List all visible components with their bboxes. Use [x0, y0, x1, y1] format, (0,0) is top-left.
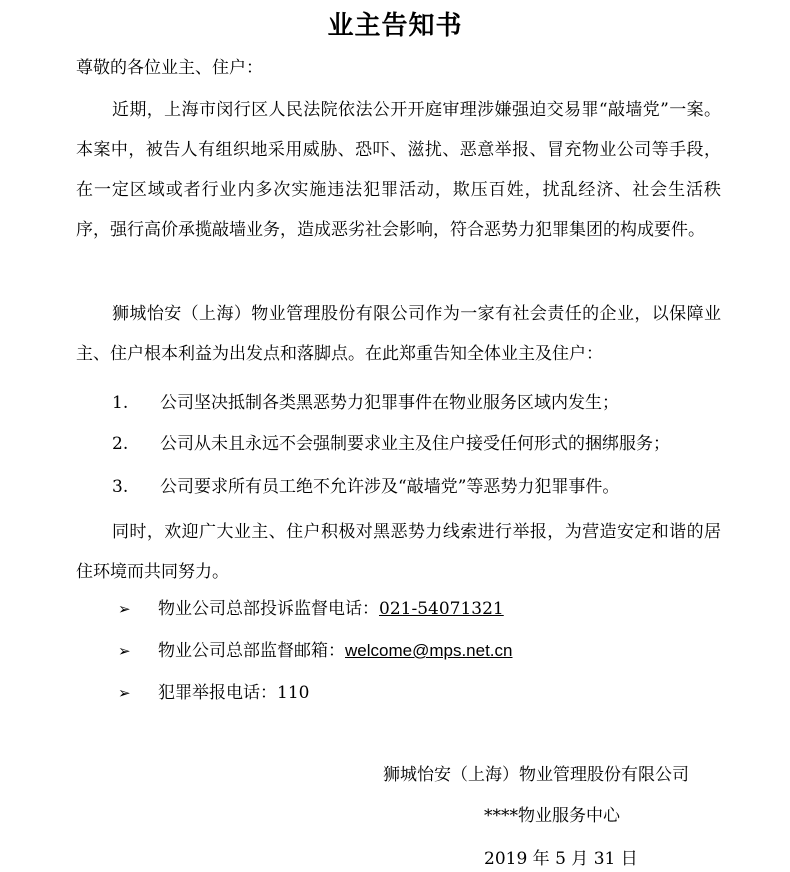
contact-item-email	[118, 641, 513, 661]
commitment-item	[112, 393, 619, 413]
contact-item-complaint-phone	[118, 599, 504, 619]
contact-label: 物业公司总部投诉监督电话：	[158, 599, 379, 619]
arrow-bullet-icon: ➢	[118, 600, 131, 618]
email-link[interactable]: welcome@mps.net.cn	[345, 641, 513, 660]
commitment-item	[112, 477, 619, 497]
contact-label: 犯罪举报电话：	[158, 683, 277, 703]
contact-label: 物业公司总部监督邮箱：	[158, 641, 345, 661]
paragraph-report-appeal: 同时，欢迎广大业主、住户积极对黑恶势力线索进行举报，为营造安定和谐的居住环境而共同努力。	[76, 522, 721, 582]
paragraph-case-description: 近期，上海市闵行区人民法院依法公开开庭审理涉嫌强迫交易罪“敲墙党”一案。本案中，被告人有组织地采用威胁、恐吓、滋扰、恶意举报、冒充物业公司等手段，在一定区域或者行业内多次实施违法犯罪活动，欺压百姓，扰乱经济、社会生活秩序，强行高价承揽敲墙业务，造成恶劣社会影响，符合恶势力犯罪集团的构成要件。	[76, 100, 721, 240]
commitment-item	[112, 434, 670, 454]
commitment-number: 2.	[112, 434, 129, 454]
signature-service-center: ****物业服务中心	[484, 806, 620, 826]
commitment-text: 公司从未且永远不会强制要求业主及住户接受任何形式的捆绑服务；	[160, 434, 670, 454]
salutation: 尊敬的各位业主、住户：	[76, 58, 263, 78]
arrow-bullet-icon: ➢	[118, 642, 131, 660]
complaint-phone-number[interactable]: 021-54071321	[379, 599, 504, 619]
signature-company: 狮城怡安（上海）物业管理股份有限公司	[383, 765, 689, 785]
document-title: 业主告知书	[327, 11, 463, 41]
commitment-text: 公司要求所有员工绝不允许涉及“敲墙党”等恶势力犯罪事件。	[160, 477, 620, 497]
paragraph-company-statement: 狮城怡安（上海）物业管理股份有限公司作为一家有社会责任的企业，以保障业主、住户根本利益为出发点和落脚点。在此郑重告知全体业主及住户：	[76, 304, 721, 364]
commitment-text: 公司坚决抵制各类黑恶势力犯罪事件在物业服务区域内发生；	[160, 393, 619, 413]
commitment-number: 1.	[112, 393, 129, 413]
commitment-number: 3.	[112, 477, 129, 497]
signature-date: 2019 年 5 月 31 日	[484, 849, 638, 869]
crime-report-phone-number: 110	[277, 683, 310, 703]
contact-item-crime-report-phone	[118, 683, 309, 703]
arrow-bullet-icon: ➢	[118, 684, 131, 702]
